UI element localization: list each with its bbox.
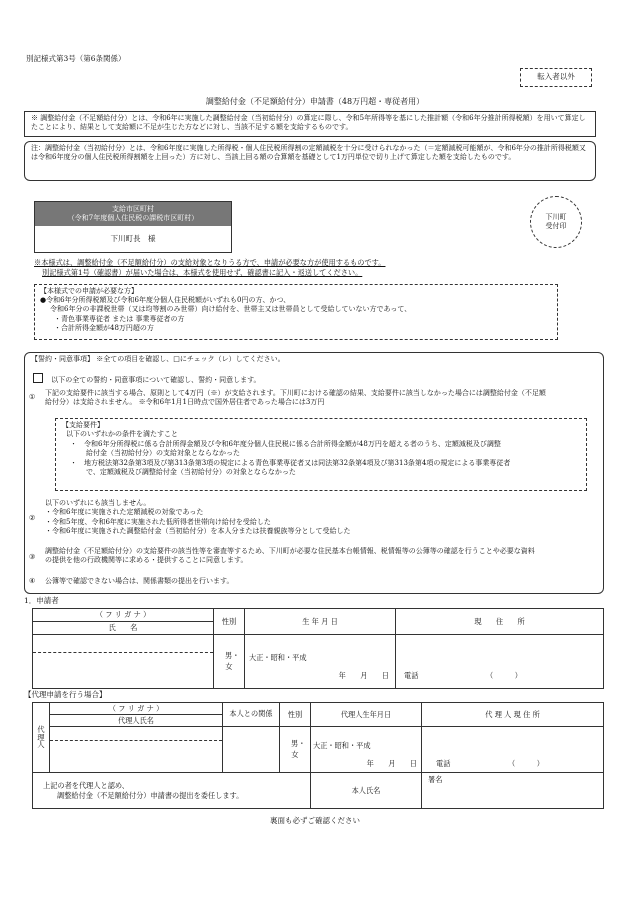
proxy-name-field[interactable] <box>50 727 223 773</box>
proxy-table <box>32 702 604 809</box>
requirement-box <box>34 284 558 340</box>
delegation-line-1: 上記の者を代理人と認め、 <box>43 780 129 790</box>
proxy-address-field[interactable] <box>422 727 604 773</box>
item-1-number: ① <box>29 393 36 401</box>
requirement-head: 【本様式での申請が必要な方】 <box>40 287 138 295</box>
stamp-line-2: 受付印 <box>545 222 567 230</box>
oath-head: 【誓約・同意事項】 ※全ての項目を確認し、□にチェック（レ）してください。 <box>31 355 285 363</box>
applicant-name-label: 氏 名 <box>33 622 214 635</box>
applicant-ymd: 年 月 日 <box>338 671 389 680</box>
requirement-l1: ●令和6年分所得税額及び令和6年度分個人住民税額がいずれも0円の方、かつ、 <box>40 296 291 305</box>
item-4-number: ④ <box>29 577 36 585</box>
proxy-tel-label: 電話 <box>436 759 451 768</box>
notice-line-1: ※本様式は、調整給付金（不足額給付分）の支給対象となりうる方で、申請が必要な方が使用するものです。 <box>34 258 386 267</box>
transfer-label: 転入者以外 <box>520 68 592 87</box>
page-title: 調整給付金（不足額給付分）申請書（48万円超・専従者用） <box>205 97 425 106</box>
applicant-section-title: 1．申請者 <box>24 596 59 605</box>
item-2-text-c: ・令和5年度、令和6年度に実施された低所得者世帯向け給付を受給した <box>45 517 271 526</box>
item-2-text-d: ・令和6年度に実施された調整給付金（当初給付分）を本人分または扶養親族等分として受給した <box>45 527 351 536</box>
item-1-text-a: 下記の支給要件に該当する場合、原則として4万円（※）が支給されます。下川町における確認の結果、支給要件に該当しなかった場合には調整給付金（不足額 <box>45 389 546 397</box>
proxy-name-label: 代理人氏名 <box>50 715 223 727</box>
proxy-sex-options: 男・女 <box>291 739 306 759</box>
applicant-birth-label: 生 年 月 日 <box>245 609 396 635</box>
addressee: 下川町長 様 <box>110 233 156 243</box>
notice-line-2: 別記様式第1号（確認書）が届いた場合は、本様式を使用せず、確認書に記入・返送してください。 <box>42 267 363 277</box>
requirement-l4: ・合計所得金額が48万円超の方 <box>54 323 154 332</box>
principal-name-label: 本人氏名 <box>311 773 422 809</box>
form-number: 別記様式第3号（第6条関係） <box>26 54 126 63</box>
proxy-ymd: 年 月 日 <box>366 759 417 768</box>
item-3-number: ③ <box>29 553 36 561</box>
proxy-birth-label: 代理人生年月日 <box>311 703 422 727</box>
proxy-side-label: 代理人 <box>33 703 50 773</box>
applicant-tel-paren: （ ） <box>486 671 522 680</box>
supply-5: で、定額減税及び調整給付金（当初給付分）の対象とならなかった <box>86 468 296 477</box>
municipality-box <box>34 201 232 253</box>
stamp-line-1: 下川町 <box>545 212 567 221</box>
delegation-statement <box>33 773 311 809</box>
item-3-text-a: 調整給付金（不足額給付分）の支給要件の該当性等を審査等するため、下川町が必要な住民基本台帳情報、税情報等の公簿等の確認を行うことや必要な資料 <box>45 547 535 555</box>
agree-checkbox[interactable] <box>33 373 43 383</box>
applicant-address-field[interactable] <box>396 635 604 689</box>
proxy-relation-label: 本人との関係 <box>223 703 280 727</box>
applicant-address-label: 現 住 所 <box>396 609 604 635</box>
note-box-2: 注：調整給付金（当初給付分）とは、令和6年度に実施した所得税・個人住民税所得割の定額減税を十分に受けられなかった（＝定額減税可能額が、令和6年分の推計所得税額又は令和6年度分の個人住民税所得割額を上回った）方に対し、当該上回る額の合算額を基礎として1万円単位で切り上げて算定した額を支給したものです。 <box>24 141 596 181</box>
applicant-birth-field[interactable] <box>245 635 396 689</box>
item-2-text-a: 以下のいずれにも該当しません。 <box>45 499 151 507</box>
agree-text: 以下の全ての誓約・同意事項について確認し、誓約・同意します。 <box>51 376 261 384</box>
supply-1: 以下のいずれかの条件を満たすこと <box>66 430 178 439</box>
principal-signature-field[interactable] <box>422 773 604 809</box>
supply-head: 【支給要件】 <box>62 421 104 429</box>
usage-notice <box>34 258 385 277</box>
applicant-tel-label: 電話 <box>404 671 419 680</box>
supply-4: ・ 地方税法第32条第3項及び第313条第3項の規定による青色事業専従者又は同法第32条第4項及び第313条第4項の規定による事業専従者 <box>70 458 511 467</box>
proxy-era: 大正・昭和・平成 <box>313 741 371 750</box>
proxy-section-title: 【代理申請を行う場合】 <box>24 690 107 699</box>
item-2-text-b: ・令和6年度に実施された定額減税の対象であった <box>45 508 204 517</box>
item-1-text-b: 給付分）は支給されません。 ※令和6年1月1日時点で国外居住者であった場合には3万円 <box>45 398 325 407</box>
supply-requirements-box <box>55 418 587 491</box>
signature-label: 署名 <box>428 775 443 784</box>
supply-2: ・ 令和6年分所得税に係る合計所得金額及び令和6年度分個人住民税に係る合計所得金額が48万円を超える者のうち、定額減税及び調整 <box>70 439 501 448</box>
proxy-tel-paren: （ ） <box>508 759 544 768</box>
proxy-relation-field[interactable] <box>223 727 280 773</box>
applicant-sex-field[interactable] <box>214 635 245 689</box>
requirement-l2: 令和6年分の非課税世帯（又は均等割のみ世帯）向け給付を、世帯主又は世帯員として受給していない方であって、 <box>50 305 412 314</box>
supply-3: 給付金（当初給付分）の支給対象とならなかった <box>86 449 240 458</box>
proxy-sex-label: 性別 <box>280 703 311 727</box>
municipality-head-1: 支給市区町村 <box>112 205 154 214</box>
item-4-text: 公簿等で確認できない場合は、関係書類の提出を行います。 <box>45 577 234 585</box>
applicant-furigana-label: （ フ リ ガ ナ ） <box>33 609 214 622</box>
item-2-number: ② <box>29 514 36 522</box>
delegation-line-2: 調整給付金（不足額給付分）申請書の提出を委任します。 <box>57 790 244 800</box>
requirement-l3: ・青色事業専従者 または 事業専従者の方 <box>54 314 185 323</box>
item-3-text-b: の提供を他の行政機関等に求める・提供することに同意します。 <box>45 556 248 565</box>
proxy-birth-field[interactable] <box>311 727 422 773</box>
proxy-furigana-label: （ フ リ ガ ナ ） <box>50 703 223 715</box>
municipality-head-2: （令和7年度個人住民税の課税市区町村） <box>67 214 199 222</box>
applicant-table <box>32 608 604 689</box>
reception-stamp <box>530 196 582 248</box>
applicant-era: 大正・昭和・平成 <box>249 653 307 662</box>
applicant-name-field[interactable] <box>33 635 214 689</box>
proxy-address-label: 代 理 人 現 住 所 <box>422 703 604 727</box>
proxy-sex-field[interactable] <box>280 727 311 773</box>
applicant-sex-label: 性別 <box>214 609 245 635</box>
applicant-sex-options: 男・女 <box>225 651 240 671</box>
municipality-header <box>35 202 231 226</box>
note-box-1: ※ 調整給付金（不足額給付分）とは、令和6年に実施した調整給付金（当初給付分）の算定に際し、令和5年所得等を基にした推計額（令和6年分推計所得税額）を用いて算定したことにより、結果として支給額に不足が生じた方などに対し、当該不足する額を支給するものです。 <box>24 111 596 137</box>
footer-note: 裏面も必ずご確認ください <box>270 816 360 825</box>
oath-section <box>24 352 604 594</box>
